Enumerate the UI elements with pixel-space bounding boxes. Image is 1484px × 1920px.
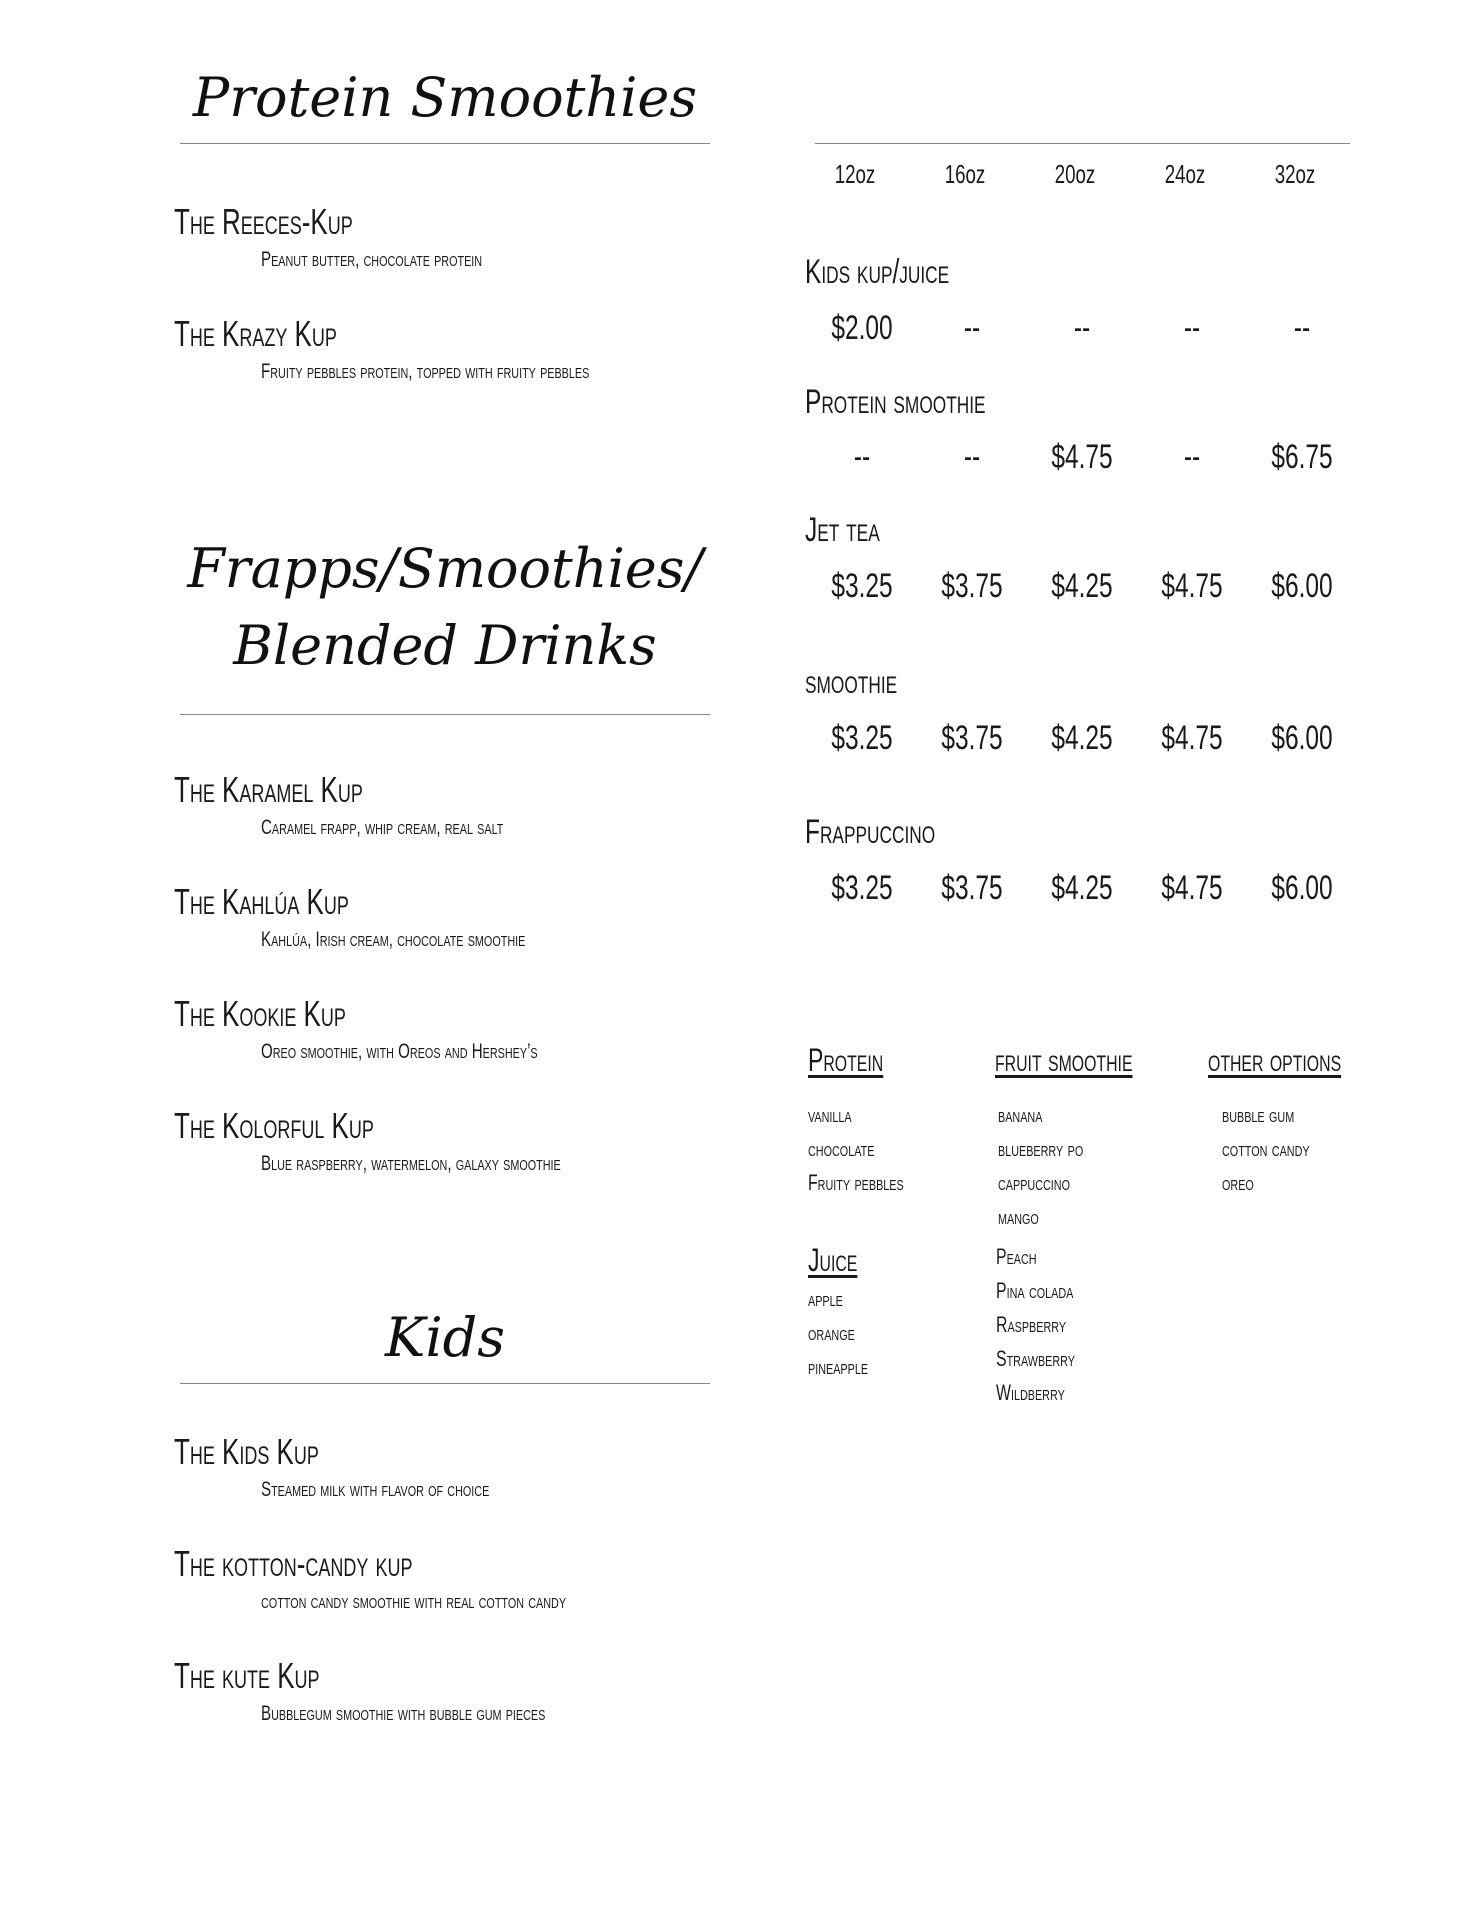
price-cell: $3.75 — [941, 719, 1003, 757]
list-item: bubble gum — [1222, 1102, 1295, 1127]
list-item: Wildberry — [996, 1380, 1065, 1405]
protein-divider — [180, 143, 710, 144]
size-label: 24oz — [1164, 159, 1206, 189]
list-item: cappuccino — [998, 1170, 1071, 1195]
menu-item-name: The Krazy Kup — [174, 313, 337, 354]
price-row — [810, 435, 1350, 479]
price-cell: $4.25 — [1051, 869, 1113, 907]
list-item: oreo — [1222, 1170, 1254, 1195]
protein-options-heading: Protein — [808, 1042, 884, 1078]
menu-item — [174, 313, 754, 385]
menu-item — [174, 993, 754, 1065]
menu-item — [174, 1543, 754, 1615]
menu-item-description: Caramel frapp, whip cream, real salt — [261, 816, 504, 839]
price-cell: $2.00 — [831, 309, 893, 347]
price-cell: $3.75 — [941, 567, 1003, 605]
size-label: 32oz — [1274, 159, 1316, 189]
price-cell: -- — [1183, 309, 1201, 347]
price-cell: $6.00 — [1271, 567, 1333, 605]
frapps-heading-line2: Blended Drinks — [233, 614, 657, 677]
price-row-label: Kids kup/juice — [805, 253, 950, 291]
price-cell: -- — [963, 438, 981, 476]
menu-item-name: The Kahlúa Kup — [174, 881, 349, 922]
menu-item — [174, 1431, 754, 1503]
price-row — [810, 716, 1350, 760]
list-item: Strawberry — [996, 1346, 1075, 1371]
menu-item — [174, 769, 754, 841]
price-cell: $3.25 — [831, 567, 893, 605]
list-item: Pina colada — [996, 1278, 1074, 1303]
price-row-label: smoothie — [805, 663, 898, 701]
list-item: apple — [808, 1286, 843, 1311]
size-label: 12oz — [834, 159, 876, 189]
menu-item-description: Oreo smoothie, with Oreos and Hershey’s — [261, 1040, 538, 1063]
price-row — [810, 306, 1350, 350]
price-cell: $4.75 — [1051, 438, 1113, 476]
price-row — [810, 866, 1350, 910]
price-cell: -- — [1293, 309, 1311, 347]
price-cell: -- — [853, 438, 871, 476]
menu-item — [174, 881, 754, 953]
fruit-smoothie-options-list — [998, 1098, 1116, 1234]
list-item: Fruity pebbles — [808, 1170, 904, 1195]
fruit-smoothie-options-list-continued — [996, 1240, 1106, 1410]
menu-item-description: cotton candy smoothie with real cotton candy — [261, 1590, 567, 1613]
menu-item-description: Peanut butter, chocolate protein — [261, 248, 483, 271]
price-cell: $6.75 — [1271, 438, 1333, 476]
price-cell: $6.00 — [1271, 719, 1333, 757]
list-item: orange — [808, 1320, 855, 1345]
menu-item-name: The Karamel Kup — [174, 769, 363, 810]
list-item: banana — [998, 1102, 1043, 1127]
list-item: cotton candy — [1222, 1136, 1310, 1161]
other-options-list — [1222, 1098, 1344, 1200]
protein-options-list — [808, 1098, 941, 1200]
juice-options-heading: Juice — [808, 1242, 858, 1278]
price-row-label: Jet tea — [805, 511, 880, 549]
list-item: chocolate — [808, 1136, 875, 1161]
list-item: pineapple — [808, 1354, 869, 1379]
menu-item — [174, 1105, 754, 1177]
kids-heading: Kids — [385, 1306, 505, 1369]
protein-smoothies-heading: Protein Smoothies — [192, 66, 698, 129]
list-item: Raspberry — [996, 1312, 1067, 1337]
frapps-heading-line1: Frapps/Smoothies/ — [187, 537, 703, 600]
price-cell: $3.25 — [831, 719, 893, 757]
menu-item-description: Kahlúa, Irish cream, chocolate smoothie — [261, 928, 526, 951]
size-header-row — [810, 154, 1350, 194]
price-row-label: Frappuccino — [805, 813, 936, 851]
price-cell: $3.25 — [831, 869, 893, 907]
list-item: Peach — [996, 1244, 1037, 1269]
size-label: 20oz — [1054, 159, 1096, 189]
size-label: 16oz — [944, 159, 986, 189]
price-cell: $4.75 — [1161, 869, 1223, 907]
menu-item-description: Steamed milk with flavor of choice — [261, 1478, 490, 1501]
other-options-heading: other options — [1208, 1042, 1342, 1078]
menu-item — [174, 1655, 754, 1727]
menu-item-name: The kute Kup — [174, 1655, 320, 1696]
price-cell: $4.25 — [1051, 567, 1113, 605]
price-cell: -- — [963, 309, 981, 347]
list-item: vanilla — [808, 1102, 852, 1127]
price-table-divider — [815, 143, 1350, 144]
price-cell: $3.75 — [941, 869, 1003, 907]
menu-item-description: Bubblegum smoothie with bubble gum pieces — [261, 1702, 546, 1725]
price-cell: $4.75 — [1161, 567, 1223, 605]
menu-item-name: The Kolorful Kup — [174, 1105, 374, 1146]
price-cell: -- — [1073, 309, 1091, 347]
menu-item-description: Fruity pebbles protein, topped with fruity pebbles — [261, 360, 590, 383]
menu-item-name: The Reeces-Kup — [174, 201, 353, 242]
price-cell: $4.75 — [1161, 719, 1223, 757]
list-item: blueberry po — [998, 1136, 1084, 1161]
fruit-smoothie-options-heading: fruit smoothie — [995, 1042, 1133, 1078]
list-item: mango — [998, 1204, 1039, 1229]
price-cell: -- — [1183, 438, 1201, 476]
price-row-label: Protein smoothie — [805, 383, 986, 421]
price-row — [810, 564, 1350, 608]
menu-item-description: Blue raspberry, watermelon, galaxy smoothie — [261, 1152, 561, 1175]
price-cell: $6.00 — [1271, 869, 1333, 907]
menu-item — [174, 201, 754, 273]
kids-divider — [180, 1383, 710, 1384]
menu-item-name: The Kids Kup — [174, 1431, 319, 1472]
juice-options-list — [808, 1282, 891, 1384]
frapps-divider — [180, 714, 710, 715]
menu-item-name: The kotton-candy kup — [174, 1543, 413, 1584]
price-cell: $4.25 — [1051, 719, 1113, 757]
menu-item-name: The Kookie Kup — [174, 993, 346, 1034]
